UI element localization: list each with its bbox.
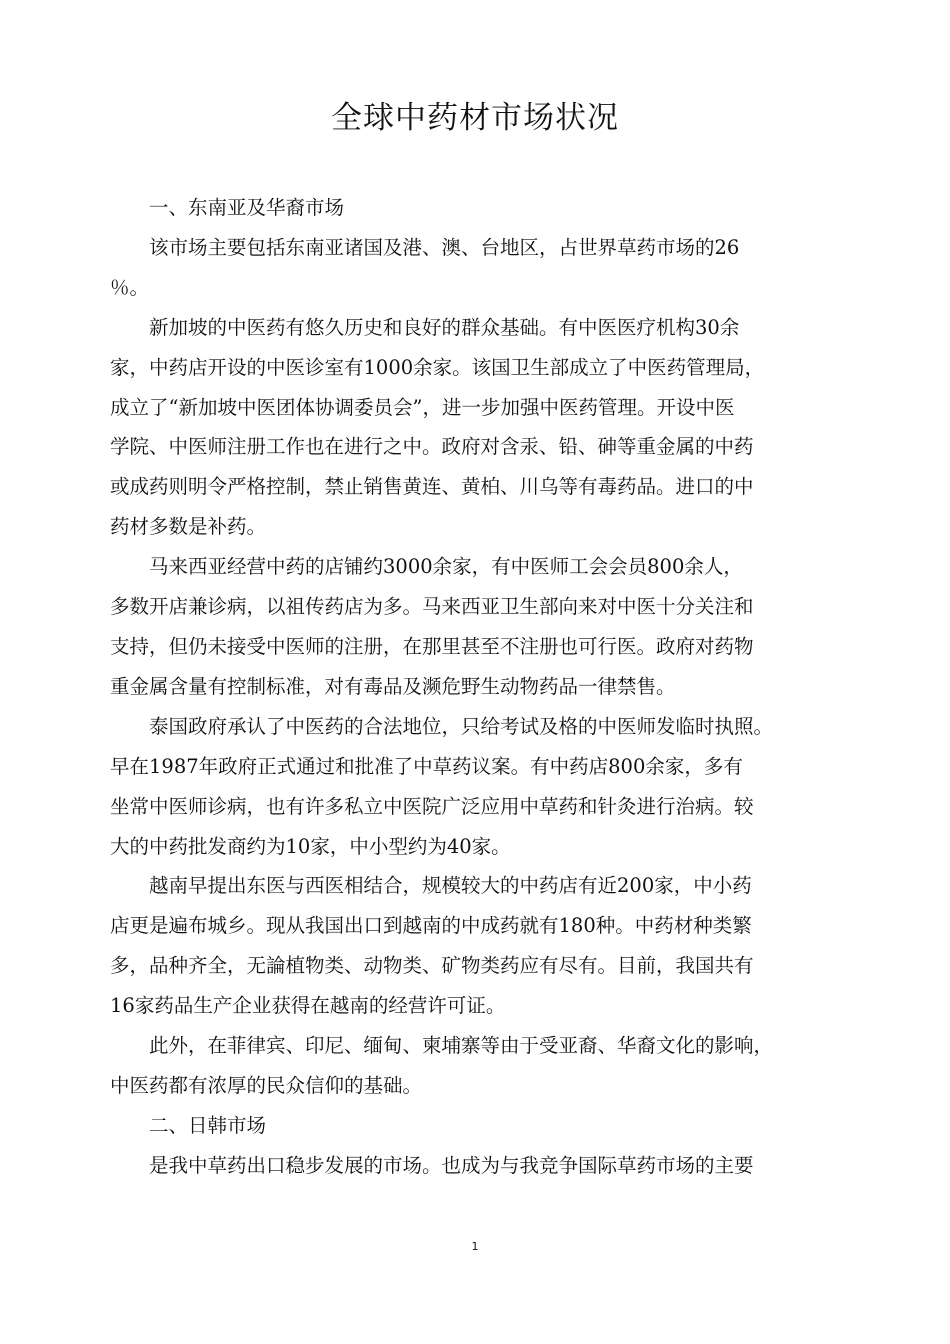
- paragraph-singapore: 新加坡的中医药有悠久历史和良好的群众基础。有中医医疗机构30余 家，中药店开设的中医诊室有1000余家。该国卫生部成立了中医药管理局， 成立了“新加坡中医团体协调委员会”，进一步加强中医药管理。开设中医 学院、中医师注册工作也在进行之中。政府对含汞、铅、砷等重金属的中药 或成药则明令严格控制，禁止销售黄连、黄柏、川乌等有毒药品。进口的中 药材多数是补药。: [110, 315, 765, 539]
- document-title: 全球中药材市场状况: [331, 100, 619, 136]
- section-heading-japan-korea: 二、日韩市场: [149, 1113, 267, 1137]
- paragraph-japan-korea-intro: 是我中草药出口稳步发展的市场。也成为与我竞争国际草药市场的主要: [149, 1153, 754, 1177]
- paragraph-thailand: 泰国政府承认了中医药的合法地位，只给考试及格的中医师发临时执照。 早在1987年政府正式通过和批准了中草药议案。有中药店800余家，多有 坐常中医师诊病，也有许多私立中医院广泛应用中草药和针灸进行治病。较 大的中药批发商约为10家，中小型约为40家。: [110, 714, 774, 858]
- document-body: [110, 188, 850, 1186]
- page-number: 1: [471, 1240, 479, 1253]
- paragraph-vietnam: 越南早提出东医与西医相结合，规模较大的中药店有近200家，中小药 店更是遍布城乡。现从我国出口到越南的中成药就有180种。中药材种类繁 多，品种齐全，无論植物类、动物类、矿物类药应有尽有。目前，我国共有 16家药品生产企业获得在越南的经营许可证。: [110, 874, 754, 1018]
- paragraph-market-overview: 该市场主要包括东南亚诸国及港、澳、台地区，占世界草药市场的26 ％。: [110, 235, 740, 299]
- paragraph-other-countries: 此外，在菲律宾、印尼、缅甸、柬埔寨等由于受亚裔、华裔文化的影响， 中医药都有浓厚的民众信仰的基础。: [110, 1034, 774, 1097]
- paragraph-malaysia: 马来西亚经营中药的店铺约3000余家，有中医师工会会员800余人， 多数开店兼诊病，以祖传药店为多。马来西亚卫生部向来对中医十分关注和 支持，但仍未接受中医师的注册，在那里甚至不注册也可行医。政府对药物 重金属含量有控制标准，对有毒品及濒危野生动物药品一律禁售。: [110, 555, 754, 698]
- section-heading-southeast-asia: 一、东南亚及华裔市场: [149, 196, 345, 219]
